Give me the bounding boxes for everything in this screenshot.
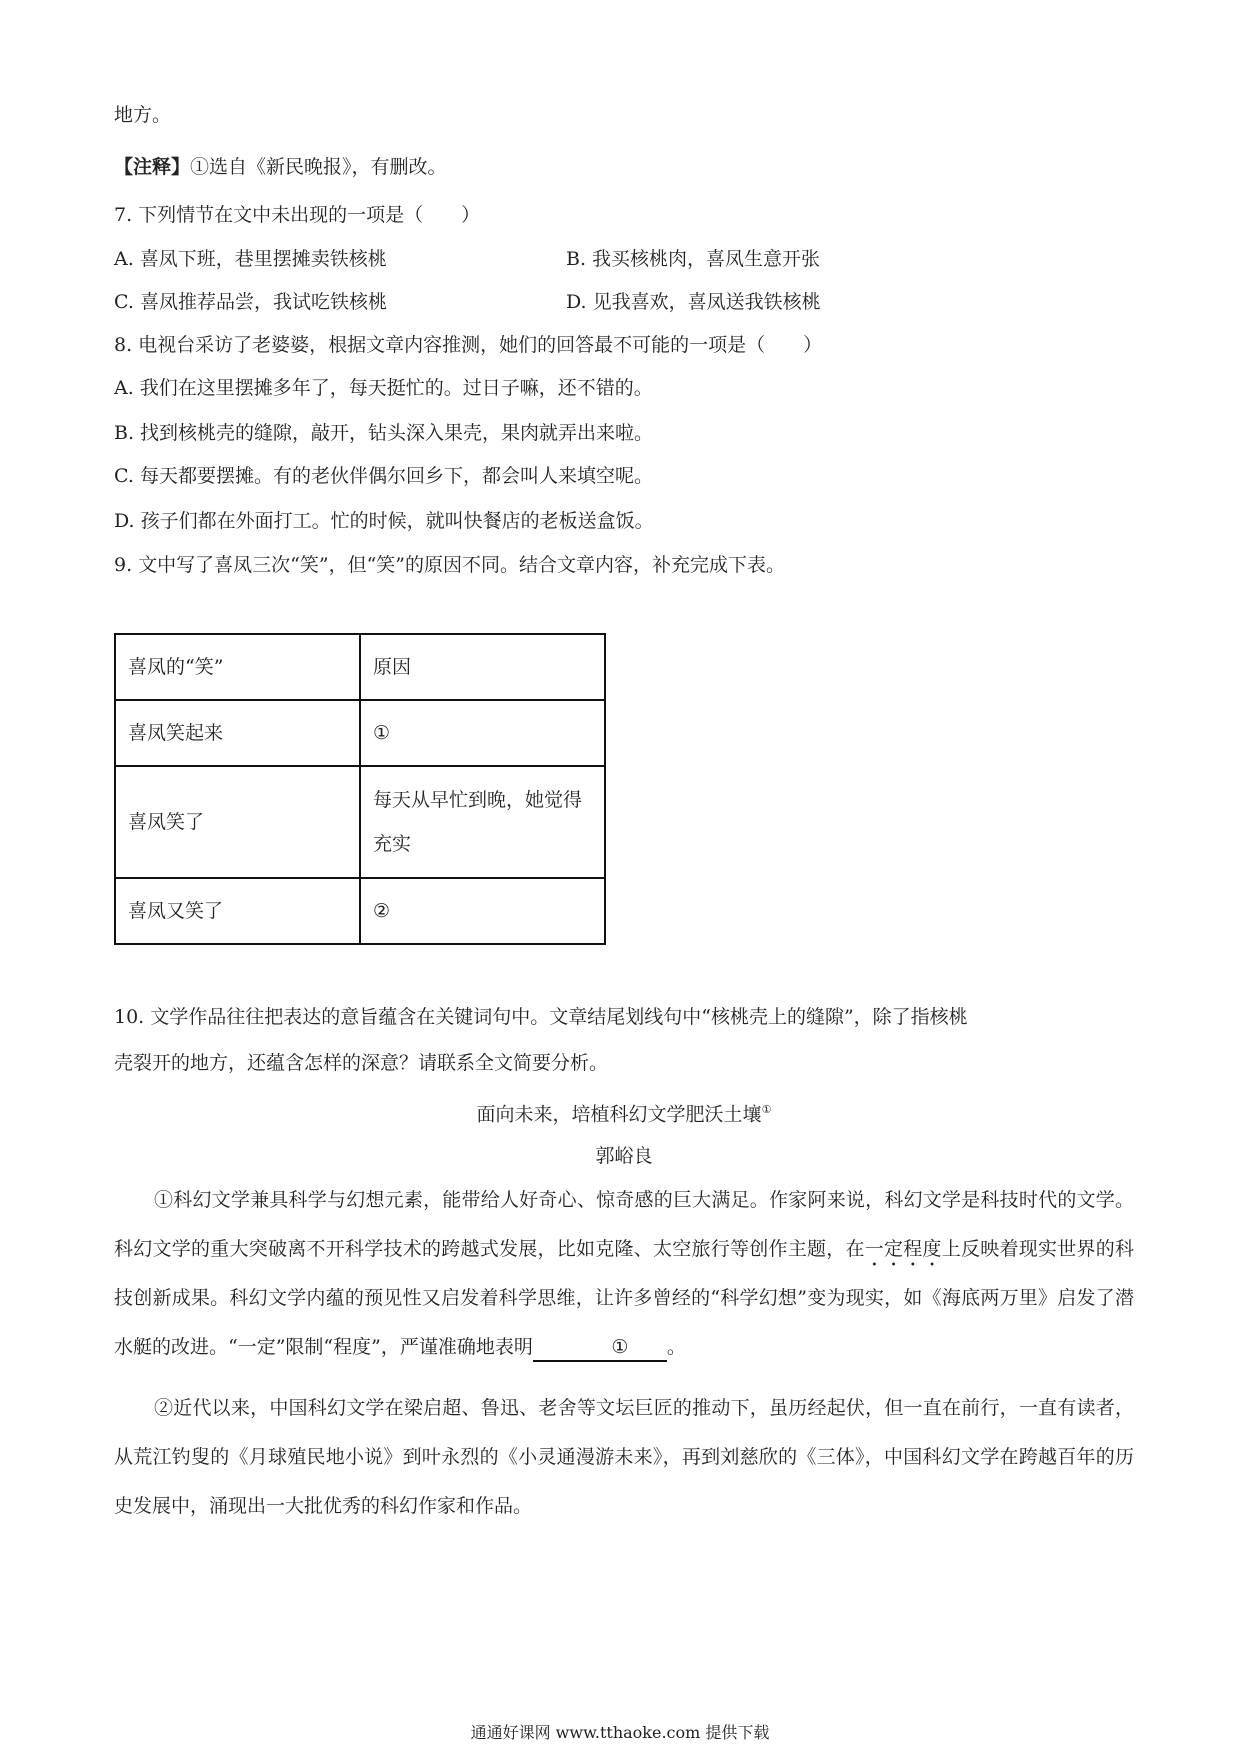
question-7-option-a: A. 喜凤下班，巷里摆摊卖铁核桃 <box>114 248 387 270</box>
essay-paragraph-1-end: 。 <box>666 1336 686 1358</box>
annotation-label: 【注释】 <box>114 156 191 178</box>
question-10-line-1: 10. 文学作品往往把表达的意旨蕴含在关键词句中。文章结尾划线句中“核桃壳上的缝隙”，除了指核桃 <box>114 1006 968 1028</box>
essay-paragraph-1-text-b: 上反映着现实世界的科技创新成果。科幻文学内蕴的预见性又启发着科学思维，让许多曾经的“科学幻想”变为现实，如《海底两万里》启发了潜水艇的改进。“一定”限制“程度”，严谨准确地表明 <box>114 1238 1134 1358</box>
annotation-text: ①选自《新民晚报》，有删改。 <box>190 156 447 178</box>
question-8-option-c: C. 每天都要摆摊。有的老伙伴偶尔回乡下，都会叫人来填空呢。 <box>114 465 653 487</box>
question-8-option-a: A. 我们在这里摆摊多年了，每天挺忙的。过日子嘛，还不错的。 <box>114 377 653 399</box>
table-cell: 喜凤笑了 <box>115 766 360 878</box>
annotation-note <box>114 152 447 182</box>
essay-paragraph-1-text-a: ①科幻文学兼具科学与幻想元素，能带给人好奇心、惊奇感的巨大满足。作家阿来说，科幻文学是科技时代的文学。科幻文学的重大突破离不开科学技术的跨越式发展，比如克隆、太空旅行等创作主题，在 <box>114 1189 1134 1260</box>
page-footer: 通通好课网 www.tthaoke.com 提供下载 <box>470 1723 770 1742</box>
table-header-row <box>115 634 605 700</box>
table-cell: ① <box>360 700 605 766</box>
table-cell: 喜凤又笑了 <box>115 878 360 944</box>
table-cell: 喜凤笑起来 <box>115 700 360 766</box>
table-row <box>115 700 605 766</box>
fill-blank: ① <box>533 1334 667 1362</box>
essay-paragraph-1 <box>114 1176 1134 1372</box>
question-8-option-b: B. 找到核桃壳的缝隙，敲开，钻头深入果壳，果肉就弄出来啦。 <box>114 422 654 444</box>
table-header-cell: 喜凤的“笑” <box>115 634 360 700</box>
question-9-stem: 9. 文中写了喜凤三次“笑”，但“笑”的原因不同。结合文章内容，补充完成下表。 <box>114 554 786 576</box>
table-header-cell: 原因 <box>360 634 605 700</box>
essay-title-text: 面向未来，培植科幻文学肥沃土壤 <box>476 1103 762 1126</box>
question-10-line-2: 壳裂开的地方，还蕴含怎样的深意？请联系全文简要分析。 <box>114 1052 609 1074</box>
question-7-stem: 7. 下列情节在文中未出现的一项是（ ） <box>114 204 481 226</box>
question-7-option-c: C. 喜凤推荐品尝，我试吃铁核桃 <box>114 291 387 313</box>
essay-title-footnote-mark: ① <box>761 1103 772 1116</box>
table-row <box>115 878 605 944</box>
essay-paragraph-2: ②近代以来，中国科幻文学在梁启超、鲁迅、老舍等文坛巨匠的推动下，虽历经起伏，但一直在前行，一直有读者，从荒江钓叟的《月球殖民地小说》到叶永烈的《小灵通漫游未来》，再到刘慈欣的《三体》，中国科幻文学在跨越百年的历史发展中，涌现出一大批优秀的科幻作家和作品。 <box>114 1397 1134 1517</box>
essay-title <box>114 1095 1134 1129</box>
question-7-option-b: B. 我买核桃肉，喜凤生意开张 <box>566 248 821 270</box>
continued-text: 地方。 <box>114 104 172 126</box>
essay-author: 郭峪良 <box>595 1145 653 1167</box>
emphasized-phrase: 一定程度 <box>864 1238 942 1260</box>
question-8-stem: 8. 电视台采访了老婆婆，根据文章内容推测，她们的回答最不可能的一项是（ ） <box>114 334 823 356</box>
table-cell: 每天从早忙到晚，她觉得充实 <box>360 766 605 878</box>
laugh-reason-table <box>114 633 606 945</box>
question-8-option-d: D. 孩子们都在外面打工。忙的时候，就叫快餐店的老板送盒饭。 <box>114 510 654 532</box>
question-7-option-d: D. 见我喜欢，喜凤送我铁核桃 <box>566 291 821 313</box>
table-cell: ② <box>360 878 605 944</box>
table-row <box>115 766 605 878</box>
